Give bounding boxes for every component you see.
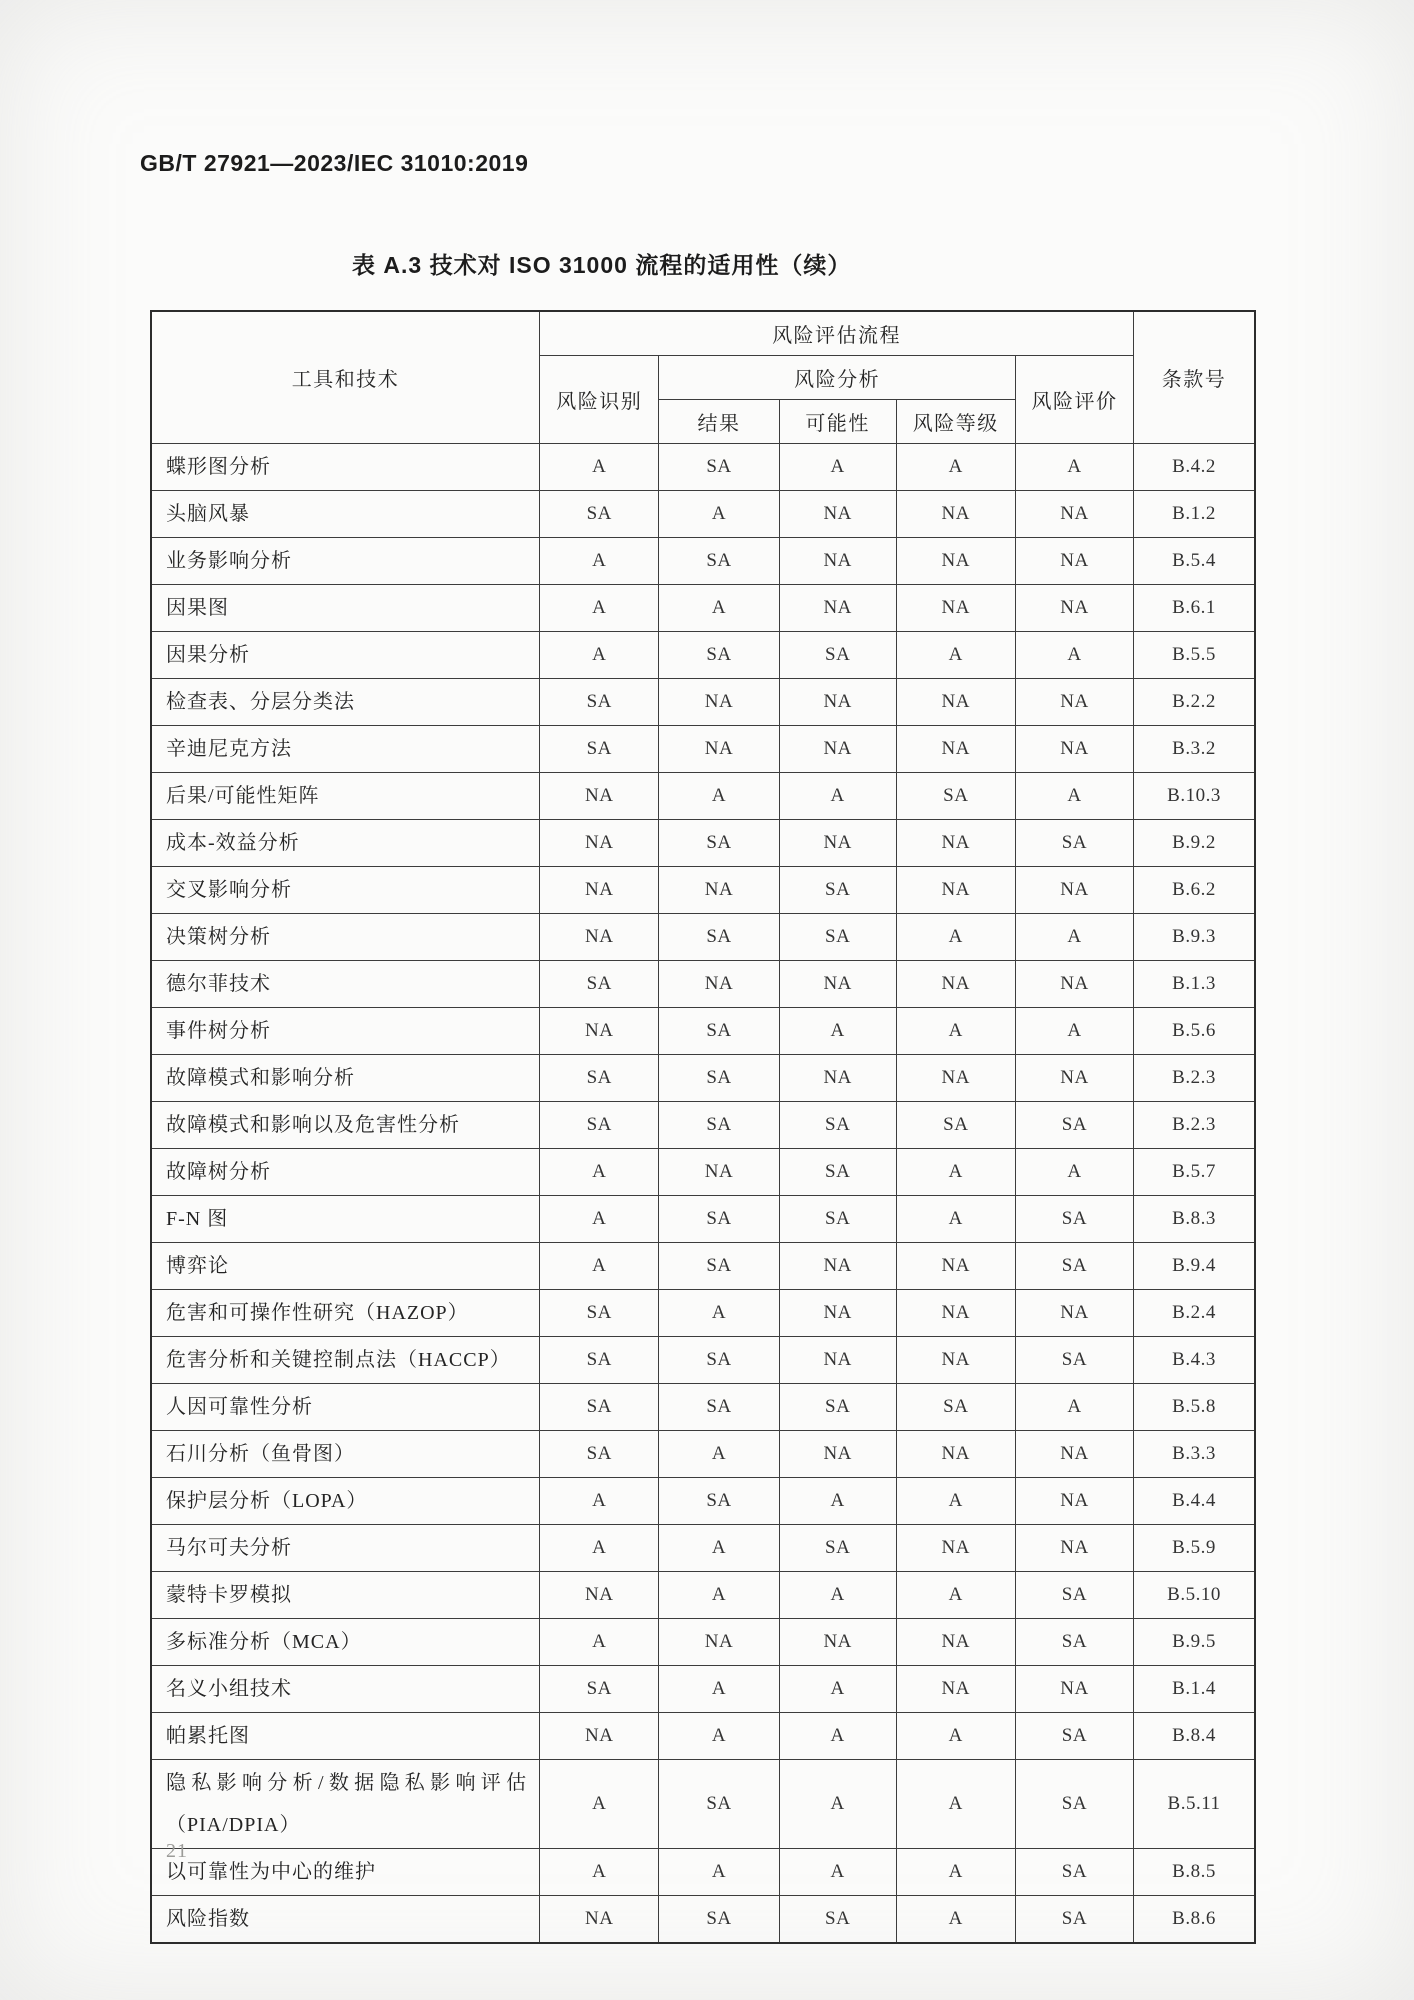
tool-name: 事件树分析 [151,1008,540,1055]
cell-likelihood: A [779,1478,896,1525]
cell-risk-identification: NA [540,1008,659,1055]
cell-likelihood: A [779,773,896,820]
cell-risk-evaluation: SA [1015,1243,1133,1290]
cell-risk-level: NA [896,726,1015,773]
cell-risk-level: NA [896,961,1015,1008]
cell-risk-identification: SA [540,726,659,773]
tool-name: 业务影响分析 [151,538,540,585]
cell-clause-number: B.2.4 [1134,1290,1255,1337]
cell-risk-level: NA [896,1431,1015,1478]
cell-risk-evaluation: NA [1015,961,1133,1008]
cell-risk-identification: A [540,1149,659,1196]
cell-likelihood: NA [779,679,896,726]
cell-clause-number: B.8.6 [1134,1896,1255,1944]
tool-name: 名义小组技术 [151,1666,540,1713]
tool-name: 因果分析 [151,632,540,679]
cell-risk-evaluation: SA [1015,1619,1133,1666]
cell-clause-number: B.8.4 [1134,1713,1255,1760]
cell-risk-evaluation: A [1015,1384,1133,1431]
header-row-1 [151,311,1255,356]
cell-consequence: SA [659,1008,779,1055]
cell-clause-number: B.9.3 [1134,914,1255,961]
cell-consequence: A [659,1525,779,1572]
table-title: 表 A.3 技术对 ISO 31000 流程的适用性（续） [352,252,852,278]
cell-risk-level: A [896,1896,1015,1944]
cell-risk-identification: SA [540,1431,659,1478]
cell-likelihood: NA [779,820,896,867]
applicability-table [150,310,1256,1944]
cell-risk-evaluation: NA [1015,491,1133,538]
cell-likelihood: SA [779,1896,896,1944]
cell-risk-evaluation: SA [1015,1102,1133,1149]
cell-clause-number: B.5.4 [1134,538,1255,585]
header-likelihood: 可能性 [779,400,896,444]
cell-risk-evaluation: SA [1015,1337,1133,1384]
cell-consequence: SA [659,1478,779,1525]
cell-risk-identification: A [540,1619,659,1666]
header-consequence: 结果 [659,400,779,444]
cell-risk-evaluation: NA [1015,1478,1133,1525]
tool-name: 石川分析（鱼骨图） [151,1431,540,1478]
document-code: GB/T 27921—2023/IEC 31010:2019 [140,150,529,176]
cell-consequence: SA [659,1055,779,1102]
cell-consequence: SA [659,1760,779,1849]
cell-clause-number: B.5.8 [1134,1384,1255,1431]
cell-consequence: A [659,1290,779,1337]
cell-consequence: A [659,585,779,632]
cell-consequence: SA [659,1102,779,1149]
table-row [151,1008,1255,1055]
cell-risk-identification: A [540,1243,659,1290]
header-risk-level: 风险等级 [896,400,1015,444]
cell-risk-level: A [896,1008,1015,1055]
table-row [151,1384,1255,1431]
table-row [151,1478,1255,1525]
cell-clause-number: B.8.3 [1134,1196,1255,1243]
cell-risk-level: NA [896,1619,1015,1666]
cell-risk-level: NA [896,538,1015,585]
cell-risk-identification: SA [540,491,659,538]
tool-name: 故障树分析 [151,1149,540,1196]
cell-risk-level: NA [896,1243,1015,1290]
tool-name: 辛迪尼克方法 [151,726,540,773]
cell-risk-evaluation: NA [1015,867,1133,914]
cell-likelihood: SA [779,867,896,914]
cell-risk-evaluation: SA [1015,1760,1133,1849]
cell-risk-identification: SA [540,1102,659,1149]
cell-risk-level: A [896,444,1015,491]
tool-name: 危害和可操作性研究（HAZOP） [151,1290,540,1337]
table-row [151,1337,1255,1384]
cell-likelihood: A [779,1008,896,1055]
cell-risk-level: A [896,1478,1015,1525]
cell-risk-level: SA [896,1102,1015,1149]
cell-clause-number: B.2.3 [1134,1055,1255,1102]
tool-name: 检查表、分层分类法 [151,679,540,726]
cell-consequence: A [659,1849,779,1896]
cell-risk-evaluation: NA [1015,538,1133,585]
table-row [151,1431,1255,1478]
cell-risk-level: NA [896,679,1015,726]
cell-likelihood: NA [779,538,896,585]
cell-consequence: SA [659,914,779,961]
cell-clause-number: B.5.9 [1134,1525,1255,1572]
cell-likelihood: NA [779,1243,896,1290]
header-risk-analysis-group: 风险分析 [659,356,1016,400]
cell-risk-evaluation: SA [1015,1896,1133,1944]
cell-likelihood: A [779,1666,896,1713]
tool-name: 蒙特卡罗模拟 [151,1572,540,1619]
cell-risk-evaluation: A [1015,632,1133,679]
cell-clause-number: B.2.2 [1134,679,1255,726]
cell-risk-identification: SA [540,961,659,1008]
cell-risk-identification: SA [540,1055,659,1102]
table-row [151,1760,1255,1849]
table-row [151,914,1255,961]
cell-risk-level: A [896,1849,1015,1896]
cell-risk-evaluation: A [1015,914,1133,961]
cell-risk-level: NA [896,1055,1015,1102]
tool-name: 交叉影响分析 [151,867,540,914]
cell-consequence: SA [659,1896,779,1944]
cell-likelihood: NA [779,961,896,1008]
cell-clause-number: B.3.3 [1134,1431,1255,1478]
cell-risk-identification: NA [540,820,659,867]
cell-clause-number: B.10.3 [1134,773,1255,820]
tool-name: 德尔菲技术 [151,961,540,1008]
cell-consequence: SA [659,1384,779,1431]
cell-risk-evaluation: A [1015,444,1133,491]
cell-consequence: NA [659,961,779,1008]
table-row [151,632,1255,679]
table-row [151,679,1255,726]
tool-name: 风险指数 [151,1896,540,1944]
table-row [151,1572,1255,1619]
cell-risk-level: NA [896,1290,1015,1337]
tool-name: 因果图 [151,585,540,632]
table-row [151,961,1255,1008]
table-row [151,1619,1255,1666]
cell-clause-number: B.9.2 [1134,820,1255,867]
cell-clause-number: B.5.5 [1134,632,1255,679]
cell-risk-evaluation: NA [1015,585,1133,632]
cell-likelihood: SA [779,914,896,961]
cell-consequence: SA [659,1243,779,1290]
cell-consequence: SA [659,632,779,679]
cell-consequence: SA [659,1337,779,1384]
tool-name: 马尔可夫分析 [151,1525,540,1572]
cell-likelihood: NA [779,585,896,632]
cell-clause-number: B.5.7 [1134,1149,1255,1196]
cell-risk-evaluation: A [1015,773,1133,820]
table-row [151,1849,1255,1896]
cell-consequence: A [659,773,779,820]
cell-clause-number: B.5.6 [1134,1008,1255,1055]
cell-risk-evaluation: NA [1015,1290,1133,1337]
tool-name: 以可靠性为中心的维护 [151,1849,540,1896]
header-tools-and-techniques: 工具和技术 [151,311,540,444]
cell-likelihood: NA [779,491,896,538]
cell-consequence: A [659,491,779,538]
table-row [151,1896,1255,1944]
cell-risk-identification: SA [540,1337,659,1384]
table-row [151,1666,1255,1713]
cell-risk-evaluation: NA [1015,1525,1133,1572]
cell-clause-number: B.9.5 [1134,1619,1255,1666]
cell-risk-level: NA [896,585,1015,632]
table-row [151,820,1255,867]
cell-risk-identification: A [540,1849,659,1896]
cell-risk-evaluation: SA [1015,820,1133,867]
cell-clause-number: B.1.4 [1134,1666,1255,1713]
cell-likelihood: NA [779,726,896,773]
table-row [151,491,1255,538]
cell-risk-identification: A [540,1525,659,1572]
tool-name: 保护层分析（LOPA） [151,1478,540,1525]
cell-clause-number: B.1.2 [1134,491,1255,538]
cell-risk-evaluation: NA [1015,679,1133,726]
cell-risk-level: A [896,914,1015,961]
cell-risk-level: A [896,1572,1015,1619]
tool-name: 头脑风暴 [151,491,540,538]
cell-clause-number: B.4.2 [1134,444,1255,491]
cell-clause-number: B.6.2 [1134,867,1255,914]
tool-name: 隐私影响分析/数据隐私影响评估（PIA/DPIA） [151,1760,540,1849]
cell-clause-number: B.4.3 [1134,1337,1255,1384]
cell-risk-identification: NA [540,867,659,914]
cell-consequence: A [659,1666,779,1713]
header-clause-number: 条款号 [1134,311,1255,444]
cell-likelihood: A [779,444,896,491]
cell-likelihood: NA [779,1055,896,1102]
tool-name: 危害分析和关键控制点法（HACCP） [151,1337,540,1384]
tool-name: 蝶形图分析 [151,444,540,491]
cell-risk-identification: NA [540,1896,659,1944]
table-row [151,773,1255,820]
cell-risk-identification: A [540,1760,659,1849]
cell-risk-evaluation: A [1015,1149,1133,1196]
cell-risk-level: NA [896,1525,1015,1572]
cell-consequence: SA [659,444,779,491]
cell-risk-identification: NA [540,1713,659,1760]
cell-likelihood: NA [779,1290,896,1337]
cell-risk-identification: NA [540,914,659,961]
cell-risk-identification: NA [540,1572,659,1619]
cell-risk-evaluation: SA [1015,1849,1133,1896]
cell-risk-evaluation: NA [1015,726,1133,773]
cell-consequence: NA [659,679,779,726]
cell-risk-evaluation: SA [1015,1196,1133,1243]
cell-clause-number: B.2.3 [1134,1102,1255,1149]
table-row [151,538,1255,585]
cell-risk-level: NA [896,867,1015,914]
cell-risk-identification: SA [540,1290,659,1337]
cell-clause-number: B.3.2 [1134,726,1255,773]
table-row [151,867,1255,914]
cell-likelihood: SA [779,1196,896,1243]
cell-risk-level: SA [896,773,1015,820]
cell-likelihood: SA [779,1102,896,1149]
cell-likelihood: NA [779,1431,896,1478]
table-row [151,585,1255,632]
cell-clause-number: B.6.1 [1134,585,1255,632]
cell-likelihood: NA [779,1619,896,1666]
cell-clause-number: B.1.3 [1134,961,1255,1008]
tool-name: F-N 图 [151,1196,540,1243]
cell-likelihood: A [779,1572,896,1619]
cell-risk-evaluation: NA [1015,1666,1133,1713]
cell-risk-identification: A [540,1196,659,1243]
cell-risk-identification: SA [540,1384,659,1431]
tool-name: 故障模式和影响分析 [151,1055,540,1102]
table-row [151,726,1255,773]
table-row [151,1102,1255,1149]
cell-risk-level: A [896,1760,1015,1849]
tool-name: 故障模式和影响以及危害性分析 [151,1102,540,1149]
cell-risk-identification: A [540,585,659,632]
tool-name: 决策树分析 [151,914,540,961]
cell-risk-identification: SA [540,679,659,726]
cell-risk-evaluation: NA [1015,1055,1133,1102]
cell-risk-identification: SA [540,1666,659,1713]
cell-risk-level: NA [896,820,1015,867]
cell-consequence: A [659,1713,779,1760]
cell-likelihood: NA [779,1337,896,1384]
table-row [151,1243,1255,1290]
cell-risk-identification: A [540,1478,659,1525]
cell-risk-level: NA [896,491,1015,538]
cell-risk-identification: NA [540,773,659,820]
cell-clause-number: B.9.4 [1134,1243,1255,1290]
cell-risk-level: SA [896,1384,1015,1431]
page-number: 21 [166,1840,188,1862]
cell-clause-number: B.8.5 [1134,1849,1255,1896]
cell-risk-identification: A [540,538,659,585]
cell-likelihood: SA [779,1149,896,1196]
cell-consequence: NA [659,1149,779,1196]
cell-consequence: NA [659,1619,779,1666]
tool-name: 人因可靠性分析 [151,1384,540,1431]
cell-consequence: SA [659,820,779,867]
cell-consequence: SA [659,538,779,585]
cell-risk-level: NA [896,1666,1015,1713]
cell-likelihood: A [779,1713,896,1760]
cell-clause-number: B.5.10 [1134,1572,1255,1619]
cell-risk-evaluation: SA [1015,1713,1133,1760]
cell-risk-level: NA [896,1337,1015,1384]
cell-clause-number: B.4.4 [1134,1478,1255,1525]
cell-risk-identification: A [540,632,659,679]
cell-likelihood: A [779,1849,896,1896]
tool-name: 后果/可能性矩阵 [151,773,540,820]
cell-consequence: A [659,1431,779,1478]
table-row [151,1525,1255,1572]
table-row [151,1290,1255,1337]
tool-name: 帕累托图 [151,1713,540,1760]
cell-consequence: A [659,1572,779,1619]
table-row [151,1713,1255,1760]
cell-risk-identification: A [540,444,659,491]
cell-consequence: NA [659,867,779,914]
table-row [151,444,1255,491]
cell-risk-evaluation: NA [1015,1431,1133,1478]
cell-consequence: NA [659,726,779,773]
header-risk-assessment-process-group: 风险评估流程 [540,311,1134,356]
cell-likelihood: A [779,1760,896,1849]
cell-risk-evaluation: SA [1015,1572,1133,1619]
cell-likelihood: SA [779,632,896,679]
cell-consequence: SA [659,1196,779,1243]
tool-name: 博弈论 [151,1243,540,1290]
cell-likelihood: SA [779,1525,896,1572]
tool-name: 成本-效益分析 [151,820,540,867]
cell-risk-evaluation: A [1015,1008,1133,1055]
cell-clause-number: B.5.11 [1134,1760,1255,1849]
table-row [151,1149,1255,1196]
header-risk-evaluation: 风险评价 [1015,356,1133,444]
table-row [151,1196,1255,1243]
cell-likelihood: SA [779,1384,896,1431]
table-row [151,1055,1255,1102]
cell-risk-level: A [896,1149,1015,1196]
cell-risk-level: A [896,1196,1015,1243]
cell-risk-level: A [896,632,1015,679]
tool-name: 多标准分析（MCA） [151,1619,540,1666]
cell-risk-level: A [896,1713,1015,1760]
header-risk-identification: 风险识别 [540,356,659,444]
